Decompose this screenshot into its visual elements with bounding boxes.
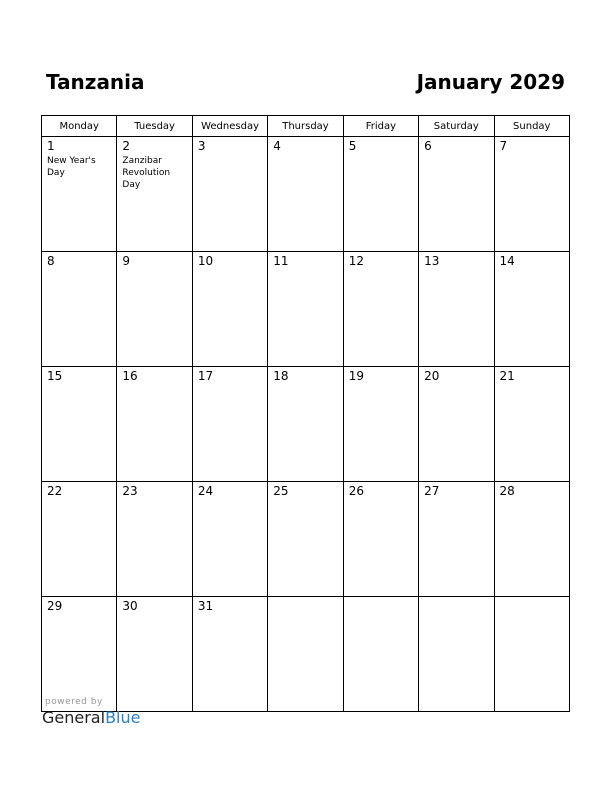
day-number: 26 <box>348 484 364 498</box>
day-number: 11 <box>273 254 289 268</box>
powered-by-label: powered by <box>45 697 103 707</box>
day-cell <box>494 367 569 482</box>
brand-blue-text: Blue <box>105 708 141 727</box>
day-cell <box>117 252 192 367</box>
weekday-header: Saturday <box>419 116 494 137</box>
weekday-header: Tuesday <box>117 116 192 137</box>
day-number: 22 <box>47 484 63 498</box>
day-cell <box>42 482 117 597</box>
day-cell <box>192 482 267 597</box>
day-cell <box>343 137 418 252</box>
day-cell <box>343 367 418 482</box>
day-number: 27 <box>424 484 440 498</box>
month-year-title: January 2029 <box>416 70 565 94</box>
day-cell <box>192 367 267 482</box>
day-number: 23 <box>122 484 138 498</box>
day-cell <box>42 597 117 712</box>
holiday-label: Zanzibar Revolution Day <box>122 156 171 190</box>
weekday-header-row <box>42 116 570 137</box>
weekday-header: Thursday <box>268 116 343 137</box>
day-cell <box>117 482 192 597</box>
weekday-header: Sunday <box>494 116 569 137</box>
day-number: 21 <box>499 369 515 383</box>
day-number: 16 <box>122 369 138 383</box>
day-number: 31 <box>197 599 214 613</box>
day-cell <box>343 252 418 367</box>
day-cell <box>42 137 117 252</box>
day-number: 30 <box>122 599 138 613</box>
day-cell <box>268 367 343 482</box>
day-cell <box>42 367 117 482</box>
day-cell <box>494 482 569 597</box>
day-cell <box>343 597 418 712</box>
weekday-header: Monday <box>42 116 117 137</box>
day-number: 29 <box>47 599 63 613</box>
day-cell <box>117 137 192 252</box>
day-number: 17 <box>197 369 214 383</box>
week-row <box>42 252 570 367</box>
calendar-grid <box>41 115 570 712</box>
day-cell <box>419 482 494 597</box>
day-cell <box>268 137 343 252</box>
day-number: 19 <box>348 369 364 383</box>
day-cell <box>494 597 569 712</box>
day-cell <box>419 367 494 482</box>
day-cell <box>268 482 343 597</box>
day-cell <box>42 252 117 367</box>
day-number: 13 <box>424 254 440 268</box>
day-cell <box>419 252 494 367</box>
country-title: Tanzania <box>46 70 145 94</box>
week-row <box>42 367 570 482</box>
day-number: 12 <box>348 254 364 268</box>
day-number: 7 <box>499 139 508 153</box>
week-row <box>42 482 570 597</box>
weekday-header: Wednesday <box>192 116 267 137</box>
day-number: 1 <box>47 139 55 153</box>
day-number: 15 <box>47 369 63 383</box>
day-number: 10 <box>197 254 214 268</box>
day-cell <box>192 137 267 252</box>
day-number: 20 <box>424 369 440 383</box>
day-number: 18 <box>273 369 289 383</box>
day-cell <box>419 137 494 252</box>
day-number: 28 <box>499 484 515 498</box>
week-row <box>42 137 570 252</box>
day-cell <box>117 597 192 712</box>
day-number: 8 <box>47 254 55 268</box>
generalblue-logo <box>42 708 140 727</box>
holiday-label: New Year's Day <box>47 156 96 178</box>
week-row <box>42 597 570 712</box>
day-number: 25 <box>273 484 289 498</box>
day-number: 4 <box>273 139 281 153</box>
day-cell <box>268 252 343 367</box>
day-number: 2 <box>122 139 131 153</box>
weekday-header: Friday <box>343 116 418 137</box>
day-cell <box>117 367 192 482</box>
day-cell <box>192 252 267 367</box>
day-cell <box>192 597 267 712</box>
day-number: 9 <box>122 254 131 268</box>
day-number: 24 <box>197 484 214 498</box>
day-number: 14 <box>499 254 515 268</box>
day-number: 6 <box>424 139 432 153</box>
day-cell <box>343 482 418 597</box>
day-number: 5 <box>348 139 357 153</box>
day-cell <box>268 597 343 712</box>
day-cell <box>494 137 569 252</box>
brand-general-text: General <box>42 708 106 727</box>
day-cell <box>494 252 569 367</box>
day-number: 3 <box>197 139 206 153</box>
day-cell <box>419 597 494 712</box>
